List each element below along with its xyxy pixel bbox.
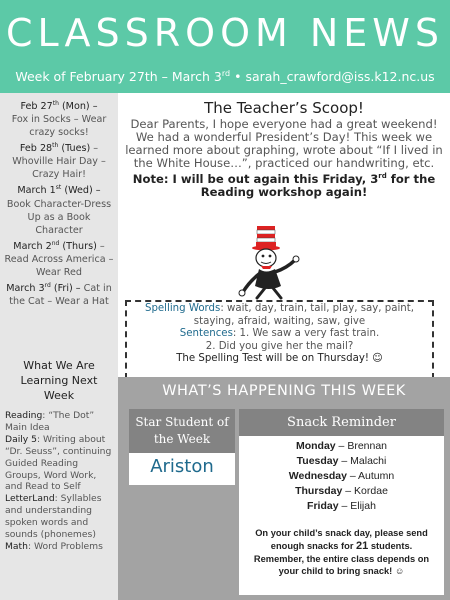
- schedule-day-sup: rd: [44, 281, 51, 289]
- snack-day-row: Wednesday – Autumn: [288, 470, 395, 482]
- schedule-text: Cat in the Cat – Wear a Hat: [9, 282, 112, 307]
- snack-day-row: Monday – Brennan: [295, 440, 388, 452]
- snack-student: Autumn: [358, 470, 395, 482]
- learning-text: : “The Dot” Main Idea: [5, 410, 95, 433]
- sidebar: [0, 93, 118, 600]
- week-subtitle: [0, 65, 450, 86]
- schedule-dow: (Thurs): [59, 240, 97, 252]
- snack-note: [245, 527, 438, 578]
- learning-text: : Writing about “Dr. Seuss”, continuing Guided Reading Groups, Word Work, and Read to Self: [5, 433, 112, 493]
- schedule-day-sup: st: [55, 184, 62, 192]
- star-student-name: Ariston: [150, 456, 214, 477]
- happening-title: WHAT’S HAPPENING THIS WEEK: [162, 383, 406, 399]
- learning-label: Reading: [5, 410, 43, 421]
- star-student-card: [129, 409, 235, 485]
- sentence-one: : 1. We saw a very fast train.: [232, 328, 380, 340]
- learning-item: [5, 434, 115, 494]
- note-sup: rd: [378, 172, 387, 180]
- schedule-item: [4, 237, 114, 279]
- snack-student: Brennan: [347, 440, 388, 452]
- schedule-day: March 1: [17, 185, 56, 197]
- snack-day: Wednesday: [288, 470, 347, 482]
- snack-day-row: Tuesday – Malachi: [296, 455, 387, 467]
- snack-note-end: students. Remember, the entire class depends on your child to bring snack! ☺: [253, 540, 430, 577]
- spirit-week-schedule: [4, 97, 114, 308]
- learning-item: [5, 410, 115, 434]
- snack-day: Monday: [295, 440, 336, 452]
- schedule-dow: (Mon) –: [58, 101, 98, 113]
- snack-reminder-heading: Snack Reminder: [239, 409, 444, 436]
- scoop-title: The Teacher’s Scoop!: [204, 99, 364, 117]
- sentence-two: 2. Did you give her the mail?: [205, 340, 354, 352]
- schedule-dow: (Wed) –: [61, 185, 101, 197]
- schedule-day: Feb 27: [20, 101, 53, 113]
- snack-student: Malachi: [350, 455, 387, 467]
- schedule-text: Book Character-Dress Up as a Book Character: [6, 198, 112, 236]
- spelling-words-list: : wait, day, train, tail, play, say, paint, staying, afraid, waiting, saw, give: [193, 303, 415, 327]
- spelling-sentences: [127, 328, 432, 341]
- learning-heading: What We Are Learning Next Week: [20, 359, 98, 402]
- learning-list: [5, 410, 115, 553]
- learning-text: : Word Problems: [27, 540, 103, 552]
- snack-note-start: On your child’s snack day, please send enough snacks for: [255, 528, 428, 551]
- note-text: : I will be out again this Friday, 3: [163, 171, 379, 186]
- schedule-text: – Whoville Hair Day – Crazy Hair!: [12, 143, 106, 181]
- schedule-day: March 3: [6, 282, 45, 294]
- star-student-heading: Star Student of the Week: [129, 409, 235, 453]
- scoop-body: Dear Parents, I hope everyone had a great weekend! We had a wonderful President’s Day! This week we learned more about graphing, wrote about “If I lived in the White House…”, practiced our handwriting, etc.: [125, 117, 443, 170]
- learning-item: [5, 541, 115, 553]
- schedule-day: Feb 28: [19, 143, 53, 155]
- sentences-label: Sentences: [179, 328, 233, 340]
- teacher-email[interactable]: sarah_crawford@iss.k12.nc.us: [245, 69, 435, 85]
- schedule-item: [4, 279, 114, 308]
- week-label: Week of February 27th – March 3: [15, 69, 222, 85]
- schedule-item: [4, 97, 114, 139]
- teacher-scoop: [124, 98, 444, 199]
- snack-student: Kordae: [354, 485, 388, 497]
- learning-label: Daily 5: [5, 433, 38, 445]
- learning-text: : Syllables and understanding spoken words and sounds (phonemes): [5, 493, 102, 541]
- schedule-dow: (Tues): [58, 143, 91, 155]
- snack-day: Thursday: [295, 485, 343, 497]
- week-label-sup: rd: [221, 69, 231, 78]
- schedule-text: – Read Across America – Wear Red: [4, 240, 114, 278]
- scoop-note: [124, 170, 444, 199]
- learning-label: LetterLand: [5, 493, 55, 505]
- snack-day: Tuesday: [296, 455, 339, 467]
- whats-happening-section: [118, 377, 450, 600]
- schedule-item: [4, 181, 114, 236]
- cat-in-the-hat-clipart-icon: [235, 222, 305, 300]
- learning-item: [5, 493, 115, 541]
- learning-label: Math: [5, 540, 28, 552]
- snack-day: Friday: [307, 500, 339, 512]
- schedule-dow: (Fri) –: [50, 282, 81, 294]
- schedule-day: March 2: [13, 240, 52, 252]
- schedule-item: [4, 139, 114, 181]
- spelling-words: [127, 303, 432, 328]
- note-prefix: Note: [132, 171, 164, 186]
- schedule-day-sup: th: [52, 100, 59, 107]
- schedule-day-sup: nd: [51, 239, 60, 247]
- spelling-words-label: Spelling Words: [144, 303, 221, 314]
- snack-reminder-card: [239, 409, 444, 595]
- schedule-day-sup: th: [52, 142, 59, 150]
- snack-day-row: Thursday – Kordae: [295, 485, 388, 497]
- schedule-text: Fox in Socks – Wear crazy socks!: [11, 114, 107, 139]
- subtitle-bullet: •: [230, 69, 246, 85]
- note-text-end: for the Reading workshop again!: [200, 171, 436, 199]
- snack-schedule: [239, 439, 444, 514]
- spelling-test-note: The Spelling Test will be on Thursday! ☺: [176, 353, 383, 365]
- snack-day-row: Friday – Elijah: [307, 500, 376, 512]
- snack-student: Elijah: [350, 500, 376, 512]
- student-count: 21: [356, 539, 369, 552]
- newsletter-header: [0, 0, 450, 93]
- newsletter-title: CLASSROOM NEWS: [5, 11, 445, 55]
- spelling-box: [125, 300, 434, 379]
